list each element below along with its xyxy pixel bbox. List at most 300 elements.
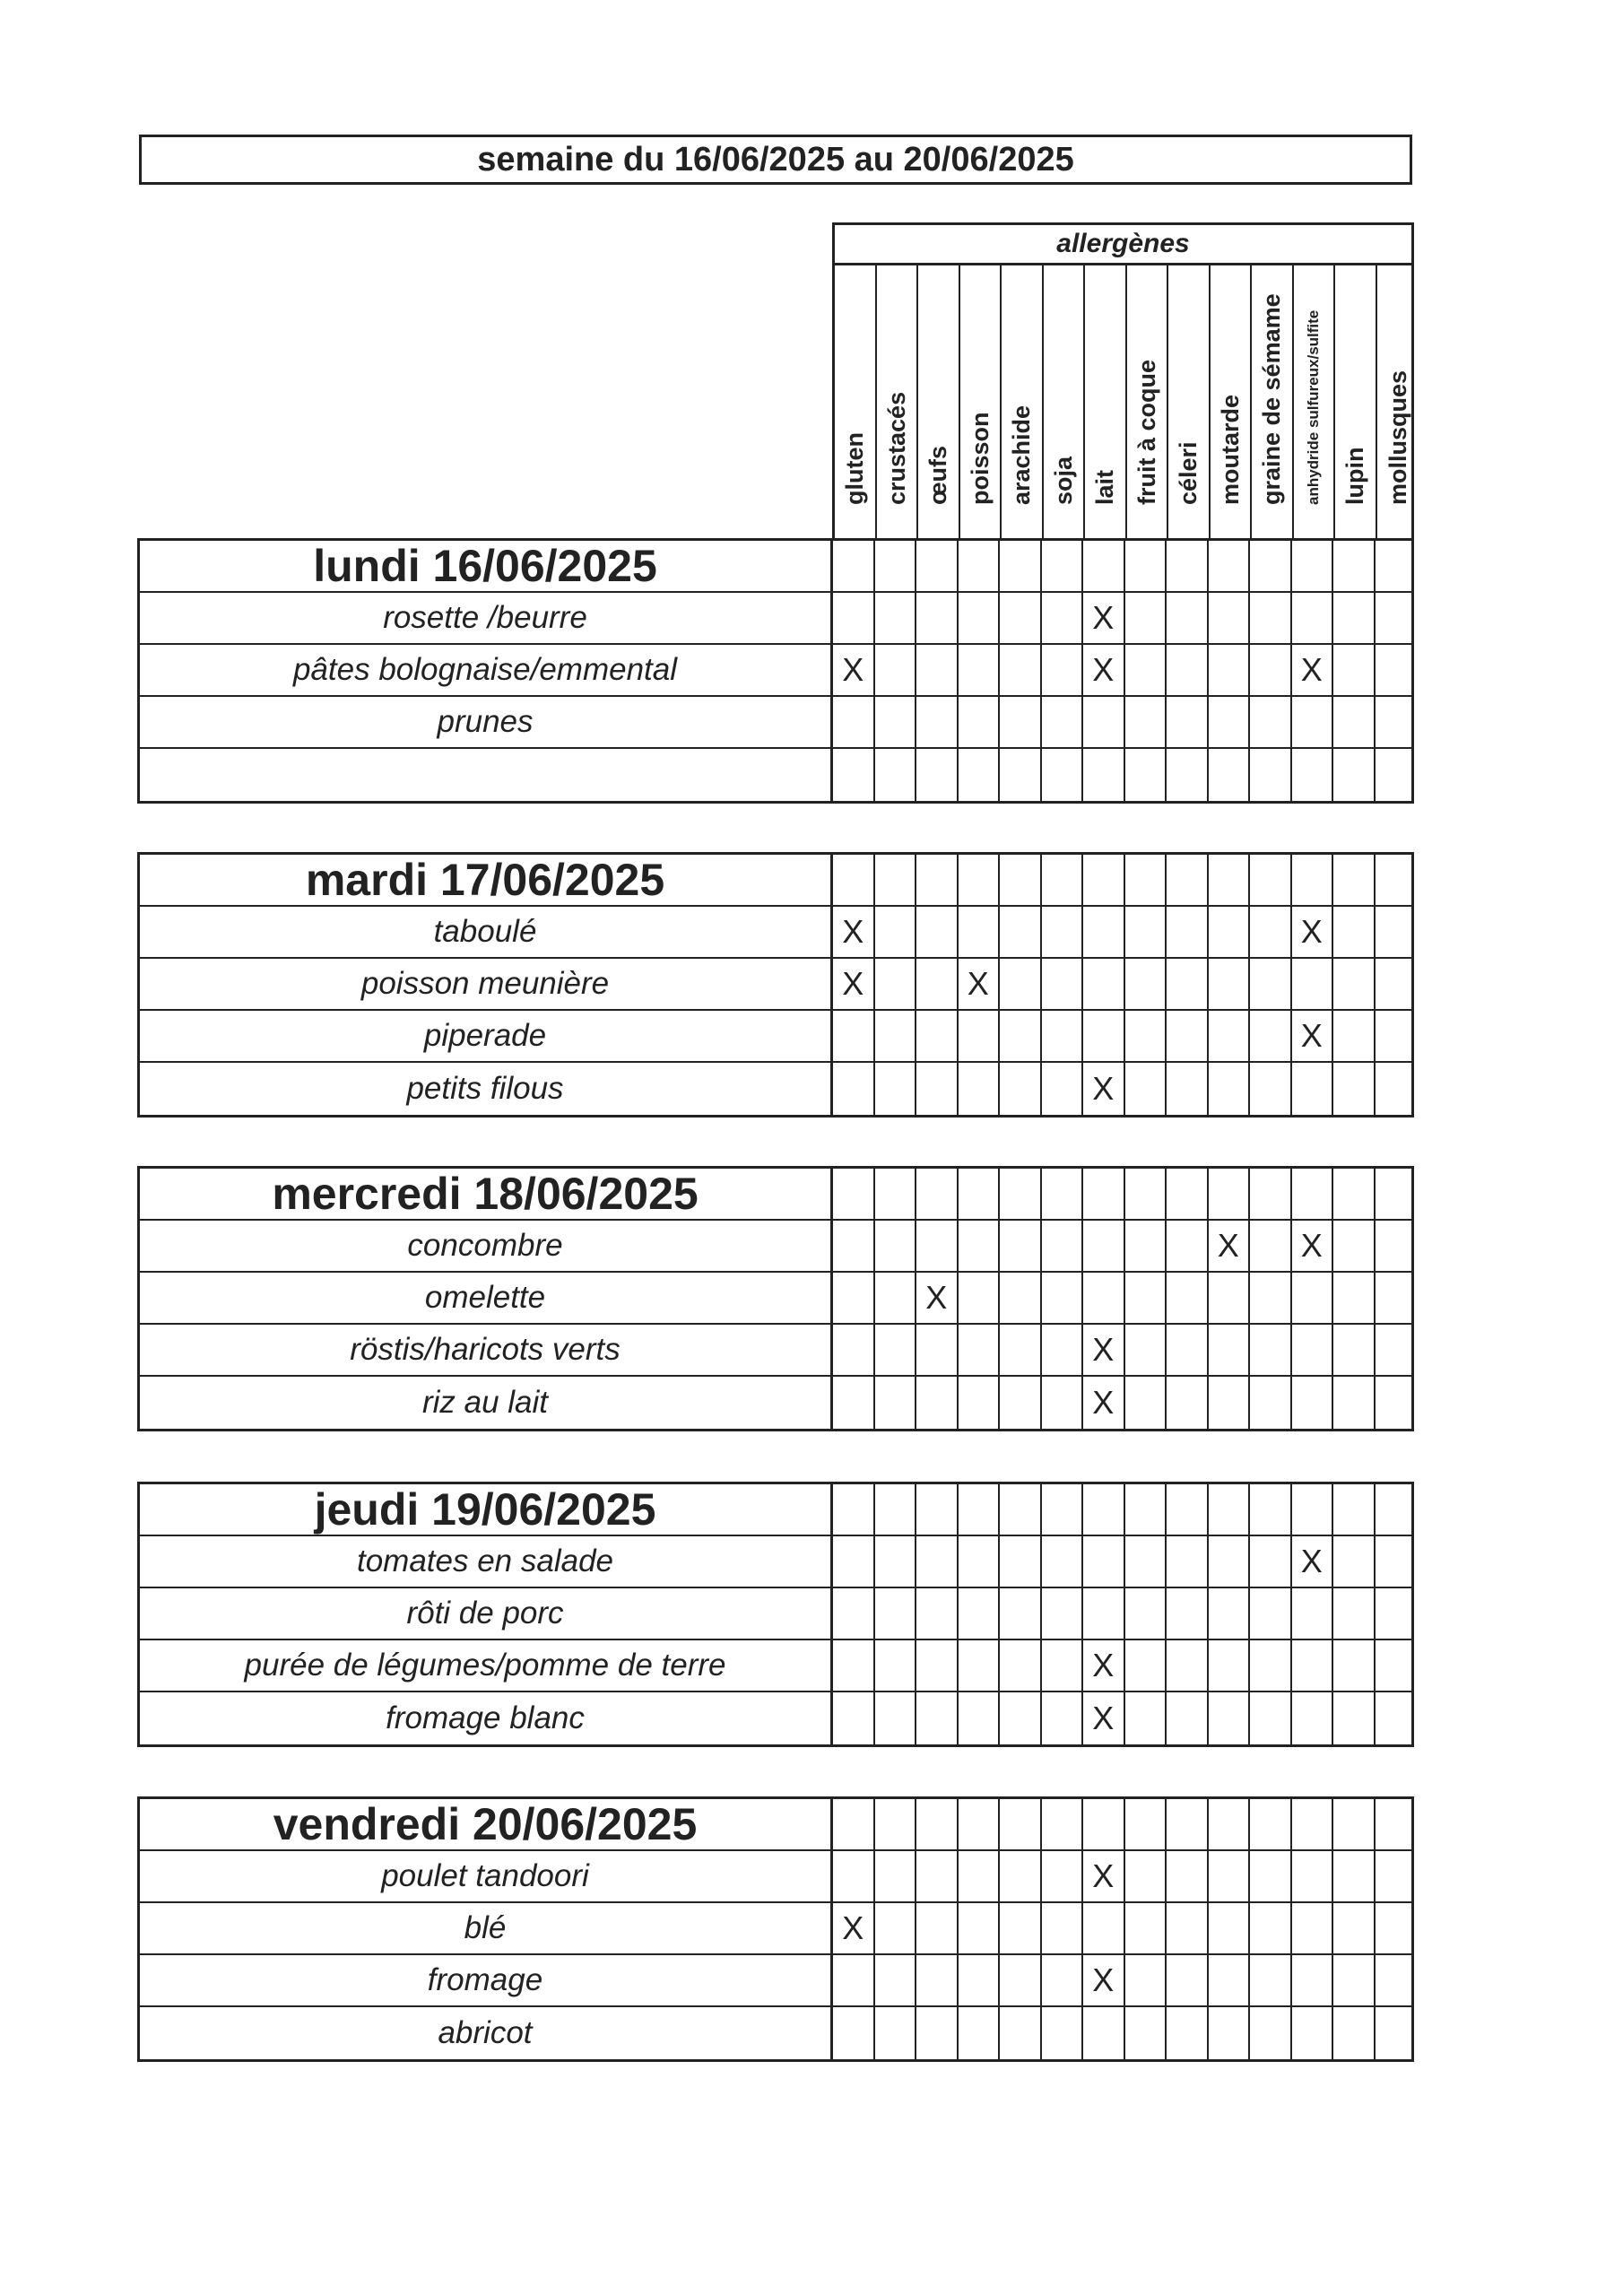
allergen-cell [1250, 1588, 1292, 1639]
allergen-cell [1376, 1799, 1418, 1849]
allergen-cell [916, 959, 959, 1009]
allergen-cell [1250, 1955, 1292, 2005]
allergen-cell [1209, 1640, 1251, 1691]
allergen-cell [916, 855, 959, 905]
allergen-cell [1167, 907, 1209, 957]
allergen-cell [1376, 1169, 1418, 1219]
allergen-cell [1167, 1273, 1209, 1323]
allergen-cell [1292, 1377, 1334, 1429]
allergen-cell [1376, 959, 1418, 1009]
allergen-cell [1209, 1325, 1251, 1375]
allergen-cell [1125, 1221, 1167, 1271]
allergen-cell [1125, 697, 1167, 747]
allergen-cell [1000, 1377, 1042, 1429]
allergen-cell [1042, 1955, 1084, 2005]
allergen-cell [1376, 645, 1418, 695]
dish-row [140, 1063, 1411, 1115]
allergen-cell [1209, 541, 1251, 591]
allergen-cell [1125, 1169, 1167, 1219]
allergen-cell [1333, 907, 1376, 957]
allergen-cell [1083, 907, 1125, 957]
allergen-cell [1000, 2007, 1042, 2059]
allergen-cell [1125, 1903, 1167, 1953]
allergen-cell [959, 1484, 1001, 1535]
allergen-column-header [877, 265, 919, 541]
allergen-cell [1333, 2007, 1376, 2059]
allergen-cell [1000, 907, 1042, 957]
allergen-cell [1209, 1903, 1251, 1953]
allergen-cell [1292, 1692, 1334, 1744]
allergen-cell [875, 959, 917, 1009]
allergen-cell [875, 1484, 917, 1535]
allergen-cell [875, 645, 917, 695]
allergen-cell [875, 1640, 917, 1691]
allergen-cell [1209, 749, 1251, 801]
dish-name: rosette /beurre [140, 593, 833, 643]
allergen-cell [1000, 1325, 1042, 1375]
allergen-cell [1250, 541, 1292, 591]
dish-name: taboulé [140, 907, 833, 957]
allergen-label: fruit à coque [1133, 359, 1160, 505]
allergen-cell [1250, 1484, 1292, 1535]
allergen-cell [1333, 1169, 1376, 1219]
day-name: vendredi 20/06/2025 [140, 1799, 833, 1849]
allergen-cell [1000, 959, 1042, 1009]
allergen-cell [916, 1640, 959, 1691]
allergen-cell [1042, 907, 1084, 957]
allergen-cell [1042, 1640, 1084, 1691]
allergen-cell [833, 749, 875, 801]
allergen-cell [1083, 1903, 1125, 1953]
allergen-cell [959, 1325, 1001, 1375]
allergen-cell [1376, 855, 1418, 905]
allergen-cell [916, 1484, 959, 1535]
allergen-columns [835, 265, 1411, 541]
allergen-cell [959, 1169, 1001, 1219]
allergen-cell [1042, 1903, 1084, 1953]
allergen-cell [833, 855, 875, 905]
allergen-cell [833, 1221, 875, 1271]
allergen-label: mollusques [1384, 370, 1411, 505]
dish-row [140, 959, 1411, 1011]
allergen-cell [833, 1692, 875, 1744]
allergen-cell [875, 907, 917, 957]
allergen-cell [833, 1640, 875, 1691]
allergen-cell [1250, 1063, 1292, 1115]
allergen-cell [916, 1011, 959, 1061]
dish-row [140, 593, 1411, 645]
allergen-cell [833, 1799, 875, 1849]
allergen-cell [1333, 1692, 1376, 1744]
allergen-cell [833, 1011, 875, 1061]
allergen-cell [1209, 1484, 1251, 1535]
dish-name: rôti de porc [140, 1588, 833, 1639]
allergen-header [832, 222, 1414, 541]
allergen-cell [1000, 1851, 1042, 1901]
allergen-cell [875, 1273, 917, 1323]
allergen-cell [1333, 1640, 1376, 1691]
allergen-cell [833, 1273, 875, 1323]
allergen-cell [875, 1169, 917, 1219]
allergen-cell [1125, 1588, 1167, 1639]
dish-row [140, 1377, 1411, 1429]
allergen-mark: X [1083, 1640, 1125, 1691]
allergen-cell [1333, 1273, 1376, 1323]
allergen-cell [1292, 1903, 1334, 1953]
allergen-cell [1209, 1169, 1251, 1219]
allergen-label: graine de sémame [1258, 293, 1286, 505]
allergen-cell [1042, 1536, 1084, 1587]
dish-row [140, 1273, 1411, 1325]
allergen-cell [1250, 907, 1292, 957]
allergen-cell [916, 1955, 959, 2005]
allergen-cell [1250, 1169, 1292, 1219]
allergen-cell [1083, 697, 1125, 747]
allergen-cell [1125, 593, 1167, 643]
allergen-cell [959, 1063, 1001, 1115]
allergen-mark: X [959, 959, 1001, 1009]
allergen-cell [916, 1169, 959, 1219]
dish-name: tomates en salade [140, 1536, 833, 1587]
allergen-cell [1083, 1536, 1125, 1587]
allergen-cell [1209, 1588, 1251, 1639]
allergen-cell [1250, 1377, 1292, 1429]
allergen-cell [1292, 959, 1334, 1009]
allergen-caption: allergènes [835, 225, 1411, 265]
allergen-cell [1209, 1851, 1251, 1901]
allergen-label: soja [1049, 456, 1077, 505]
allergen-cell [1292, 855, 1334, 905]
allergen-cell [1292, 2007, 1334, 2059]
allergen-mark: X [1083, 1692, 1125, 1744]
allergen-cell [1042, 1273, 1084, 1323]
allergen-cell [833, 1325, 875, 1375]
allergen-cell [1250, 1640, 1292, 1691]
allergen-cell [1000, 1692, 1042, 1744]
allergen-cell [1167, 1588, 1209, 1639]
allergen-cell [1000, 1903, 1042, 1953]
allergen-cell [1167, 1640, 1209, 1691]
day-name: jeudi 19/06/2025 [140, 1484, 833, 1535]
allergen-column-header [835, 265, 877, 541]
allergen-cell [1250, 1325, 1292, 1375]
allergen-label: arachide [1008, 404, 1036, 505]
allergen-cell [1376, 1903, 1418, 1953]
allergen-cell [1250, 1851, 1292, 1901]
day-name: mercredi 18/06/2025 [140, 1169, 833, 1219]
allergen-cell [1083, 2007, 1125, 2059]
allergen-cell [959, 1536, 1001, 1587]
dish-row [140, 1536, 1411, 1588]
allergen-cell [1209, 1799, 1251, 1849]
allergen-cell [1292, 1169, 1334, 1219]
allergen-cell [1167, 1955, 1209, 2005]
allergen-mark: X [1292, 1536, 1334, 1587]
allergen-cell [959, 2007, 1001, 2059]
allergen-cell [1125, 749, 1167, 801]
allergen-cell [1167, 1221, 1209, 1271]
allergen-cell [1333, 959, 1376, 1009]
allergen-cell [1042, 541, 1084, 591]
allergen-mark: X [1083, 1325, 1125, 1375]
day-header-row [140, 1169, 1411, 1221]
allergen-cell [1376, 2007, 1418, 2059]
allergen-cell [1376, 541, 1418, 591]
allergen-cell [916, 1325, 959, 1375]
allergen-cell [916, 541, 959, 591]
allergen-cell [959, 1011, 1001, 1061]
allergen-cell [1209, 2007, 1251, 2059]
allergen-cell [959, 1799, 1001, 1849]
allergen-cell [875, 1011, 917, 1061]
allergen-cell [1125, 1692, 1167, 1744]
allergen-cell [1125, 1325, 1167, 1375]
allergen-cell [833, 1484, 875, 1535]
allergen-mark: X [833, 645, 875, 695]
allergen-cell [959, 907, 1001, 957]
allergen-mark: X [1209, 1221, 1251, 1271]
allergen-cell [1250, 1692, 1292, 1744]
allergen-cell [1125, 2007, 1167, 2059]
allergen-cell [1292, 1325, 1334, 1375]
allergen-cell [875, 593, 917, 643]
allergen-cell [1000, 1484, 1042, 1535]
allergen-cell [1167, 959, 1209, 1009]
allergen-cell [1333, 749, 1376, 801]
dish-row [140, 907, 1411, 959]
allergen-cell [1000, 645, 1042, 695]
allergen-cell [1000, 697, 1042, 747]
allergen-cell [1292, 1063, 1334, 1115]
allergen-cell [1000, 1011, 1042, 1061]
allergen-cell [916, 1536, 959, 1587]
allergen-cell [959, 697, 1001, 747]
allergen-cell [1167, 541, 1209, 591]
allergen-column-header [1168, 265, 1211, 541]
allergen-cell [1083, 1484, 1125, 1535]
allergen-cell [1333, 1536, 1376, 1587]
day-block [137, 1166, 1414, 1431]
allergen-cell [1167, 1851, 1209, 1901]
dish-row [140, 749, 1411, 801]
allergen-cell [1042, 1377, 1084, 1429]
allergen-cell [1209, 959, 1251, 1009]
allergen-cell [1083, 1169, 1125, 1219]
allergen-cell [875, 1903, 917, 1953]
dish-name: riz au lait [140, 1377, 833, 1429]
allergen-cell [833, 2007, 875, 2059]
allergen-cell [1042, 697, 1084, 747]
allergen-cell [916, 593, 959, 643]
allergen-cell [1333, 1221, 1376, 1271]
dish-name: fromage blanc [140, 1692, 833, 1744]
allergen-cell [1167, 1325, 1209, 1375]
allergen-label: gluten [841, 432, 869, 505]
dish-name: omelette [140, 1273, 833, 1323]
dish-row [140, 1851, 1411, 1903]
day-block [137, 1796, 1414, 2062]
dish-row [140, 2007, 1411, 2059]
allergen-cell [875, 1325, 917, 1375]
allergen-cell [1333, 1799, 1376, 1849]
allergen-column-header [1044, 265, 1086, 541]
allergen-cell [833, 1851, 875, 1901]
allergen-column-header [1294, 265, 1336, 541]
allergen-cell [1250, 959, 1292, 1009]
dish-name: poisson meunière [140, 959, 833, 1009]
allergen-cell [1000, 1588, 1042, 1639]
allergen-cell [916, 1377, 959, 1429]
allergen-cell [1250, 2007, 1292, 2059]
dish-row [140, 1011, 1411, 1063]
allergen-cell [1125, 1484, 1167, 1535]
allergen-cell [833, 1169, 875, 1219]
allergen-cell [1333, 1588, 1376, 1639]
allergen-cell [1125, 907, 1167, 957]
allergen-cell [959, 1903, 1001, 1953]
allergen-cell [916, 1903, 959, 1953]
allergen-cell [1333, 1011, 1376, 1061]
allergen-cell [1209, 697, 1251, 747]
allergen-cell [1083, 959, 1125, 1009]
allergen-cell [1167, 855, 1209, 905]
allergen-cell [1376, 1221, 1418, 1271]
allergen-cell [1167, 1063, 1209, 1115]
allergen-mark: X [833, 959, 875, 1009]
allergen-cell [916, 1063, 959, 1115]
allergen-cell [1042, 959, 1084, 1009]
allergen-cell [1292, 1588, 1334, 1639]
allergen-cell [1209, 1273, 1251, 1323]
allergen-column-header [1127, 265, 1169, 541]
dish-name: purée de légumes/pomme de terre [140, 1640, 833, 1691]
allergen-cell [916, 2007, 959, 2059]
dish-name: blé [140, 1903, 833, 1953]
allergen-cell [959, 749, 1001, 801]
allergen-cell [959, 855, 1001, 905]
allergen-cell [1167, 749, 1209, 801]
allergen-cell [833, 697, 875, 747]
allergen-cell [1125, 1799, 1167, 1849]
allergen-cell [1000, 1221, 1042, 1271]
allergen-cell [1333, 1955, 1376, 2005]
allergen-cell [916, 907, 959, 957]
allergen-cell [959, 1851, 1001, 1901]
allergen-cell [1125, 855, 1167, 905]
allergen-cell [1333, 1903, 1376, 1953]
allergen-column-header [1377, 265, 1419, 541]
allergen-cell [1083, 1273, 1125, 1323]
allergen-cell [1250, 1536, 1292, 1587]
day-header-row [140, 1799, 1411, 1851]
allergen-cell [1209, 855, 1251, 905]
allergen-cell [1125, 1011, 1167, 1061]
allergen-cell [1083, 1221, 1125, 1271]
allergen-cell [1209, 1536, 1251, 1587]
allergen-cell [959, 1955, 1001, 2005]
allergen-cell [916, 1799, 959, 1849]
allergen-cell [1333, 1325, 1376, 1375]
week-title: semaine du 16/06/2025 au 20/06/2025 [139, 135, 1412, 185]
dish-name: fromage [140, 1955, 833, 2005]
allergen-mark: X [916, 1273, 959, 1323]
dish-name: piperade [140, 1011, 833, 1061]
allergen-cell [1042, 2007, 1084, 2059]
allergen-cell [916, 1851, 959, 1901]
day-block [137, 538, 1414, 804]
allergen-cell [1000, 1536, 1042, 1587]
allergen-cell [1042, 1851, 1084, 1901]
allergen-cell [875, 697, 917, 747]
allergen-cell [959, 1221, 1001, 1271]
allergen-cell [959, 645, 1001, 695]
allergen-cell [1125, 1955, 1167, 2005]
allergen-cell [1333, 593, 1376, 643]
dish-row [140, 1325, 1411, 1377]
dish-name [140, 749, 833, 801]
allergen-cell [1042, 1221, 1084, 1271]
allergen-cell [1000, 1273, 1042, 1323]
allergen-cell [875, 1851, 917, 1901]
allergen-cell [875, 541, 917, 591]
allergen-cell [1292, 1799, 1334, 1849]
day-name: lundi 16/06/2025 [140, 541, 833, 591]
allergen-cell [1292, 1273, 1334, 1323]
allergen-cell [1167, 1169, 1209, 1219]
allergen-cell [833, 1063, 875, 1115]
allergen-cell [875, 1536, 917, 1587]
dish-row [140, 697, 1411, 749]
allergen-label: anhydride sulfureux/sulfite [1304, 309, 1322, 505]
allergen-mark: X [1083, 1377, 1125, 1429]
allergen-cell [875, 1377, 917, 1429]
allergen-cell [875, 1063, 917, 1115]
allergen-cell [1333, 1377, 1376, 1429]
allergen-mark: X [1083, 1063, 1125, 1115]
dish-row [140, 1903, 1411, 1955]
allergen-label: céleri [1175, 441, 1202, 505]
allergen-cell [1125, 645, 1167, 695]
allergen-mark: X [1083, 645, 1125, 695]
allergen-cell [833, 593, 875, 643]
allergen-cell [959, 1692, 1001, 1744]
allergen-cell [1209, 1063, 1251, 1115]
dish-name: poulet tandoori [140, 1851, 833, 1901]
allergen-cell [1376, 697, 1418, 747]
allergen-label: moutarde [1216, 394, 1244, 505]
allergen-cell [916, 1692, 959, 1744]
allergen-cell [1250, 1011, 1292, 1061]
allergen-cell [1292, 1851, 1334, 1901]
allergen-cell [833, 541, 875, 591]
allergen-mark: X [1292, 1011, 1334, 1061]
dish-row [140, 1588, 1411, 1640]
allergen-cell [1250, 855, 1292, 905]
allergen-cell [1042, 749, 1084, 801]
allergen-label: crustacés [882, 391, 910, 505]
allergen-cell [959, 1273, 1001, 1323]
dish-name: prunes [140, 697, 833, 747]
allergen-cell [1000, 749, 1042, 801]
allergen-cell [1042, 1063, 1084, 1115]
dish-row [140, 1221, 1411, 1273]
allergen-cell [1376, 1377, 1418, 1429]
allergen-cell [1209, 645, 1251, 695]
allergen-cell [1125, 1536, 1167, 1587]
allergen-cell [1292, 697, 1334, 747]
day-header-row [140, 541, 1411, 593]
allergen-cell [1000, 1955, 1042, 2005]
